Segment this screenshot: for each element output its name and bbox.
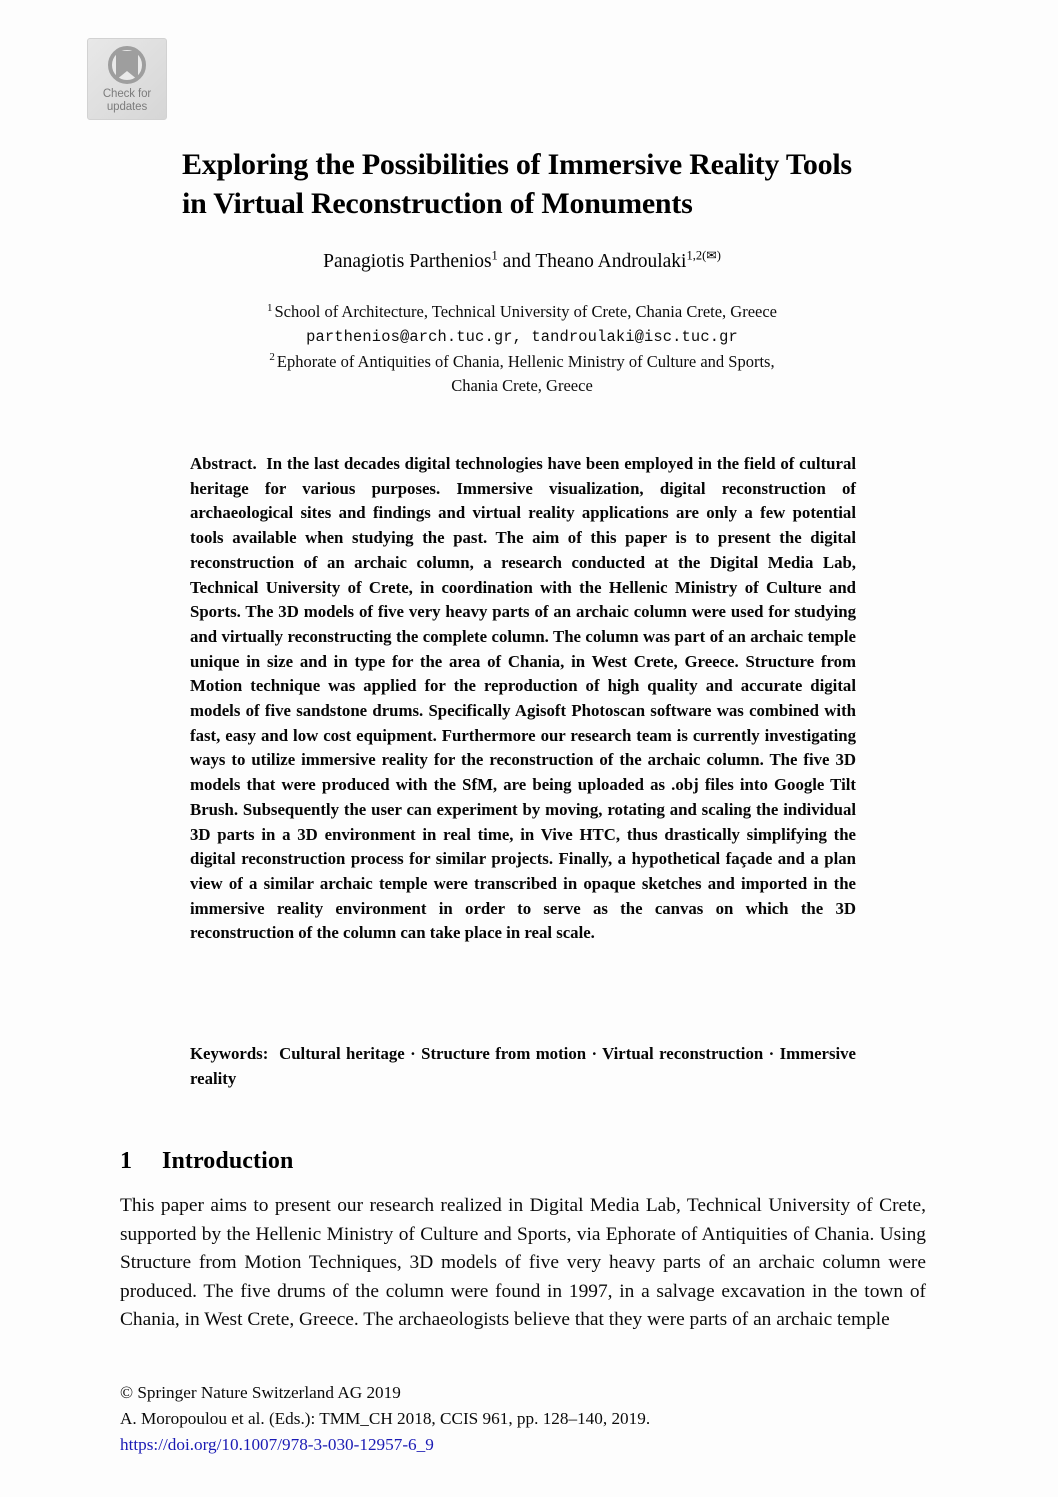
keywords-label: Keywords: [190, 1044, 269, 1063]
author-1-affiliation-marker: 1 [491, 248, 498, 263]
affiliation-2-marker: 2 [269, 351, 275, 364]
affiliation-1-marker: 1 [266, 301, 273, 314]
abstract-text: In the last decades digital technologies have been employed in the field of cultural heritage for various purposes. Immersive visualization, digital reconstruction of archaeological sites and findings and virtual reality applications are only a few potential tools available when studying the past. The aim of this paper is to present the digital reconstruction of an archaic column, a research conducted at the Digital Media Lab, Technical University of Crete, in coordination with the Hellenic Ministry of Culture and Sports. The 3D models of five very heavy parts of an archaic column were used for studying and virtually reconstructing the complete column. The column was part of an archaic temple unique in size and in type for the area of Chania, in West Crete, Greece. Structure from Motion technique was applied for the reproduction of high quality and accurate digital models of five sandstone drums. Specifically Agisoft Photoscan software was combined with fast, easy and low cost equipment. Furthermore our research team is currently investigating ways to utilize immersive reality for the reconstruction of the archaic column. The five 3D models that were produced with the SfM, are being uploaded as .obj files into Google Tilt Brush. Subsequently the user can experiment by moving, rotating and scaling the individual 3D parts in a 3D environment in real time, in Vive HTC, thus drastically simplifying the digital reconstruction process for similar projects. Finally, a hypothetical façade and a plan view of a similar archaic temple were transcribed in opaque sketches and imported in the immersive reality environment in order to serve as the canvas on which the 3D reconstruction of the column can take place in real scale. [190, 454, 856, 943]
section-number: 1 [120, 1147, 133, 1174]
abstract-label: Abstract. [190, 454, 257, 473]
doi-link[interactable]: https://doi.org/10.1007/978-3-030-12957-6_9 [120, 1434, 434, 1454]
affiliation-2 [182, 350, 862, 375]
author-line [182, 250, 862, 274]
footer-citation: A. Moropoulou et al. (Eds.): TMM_CH 2018, CCIS 961, pp. 128–140, 2019. [120, 1408, 651, 1428]
crossmark-badge[interactable] [87, 38, 167, 120]
footer-copyright: © Springer Nature Switzerland AG 2019 [120, 1383, 401, 1402]
keywords-text: Cultural heritage · Structure from motion · Virtual reconstruction · Immersive reality [190, 1044, 856, 1088]
affiliation-2-text-line2: Chania Crete, Greece [451, 376, 593, 396]
page-title: Exploring the Possibilities of Immersive Reality Tools in Virtual Reconstruction of Monuments [182, 148, 852, 220]
crossmark-badge-label [103, 88, 151, 113]
author-emails[interactable]: parthenios@arch.tuc.gr, tandroulaki@isc.tuc.gr [306, 327, 738, 346]
keywords-block [190, 1042, 856, 1091]
author-conjunction: and [497, 251, 536, 272]
affiliation-1 [182, 300, 862, 325]
crossmark-label-line2: updates [106, 100, 148, 113]
section-title: Introduction [162, 1147, 294, 1174]
section-heading-introduction [120, 1148, 293, 1175]
author-2-affiliation-marker: 1,2(✉) [686, 248, 721, 263]
crossmark-check-for-updates-icon [108, 46, 146, 84]
body-paragraph-1: This paper aims to present our research realized in Digital Media Lab, Technical University of Crete, supported by the Hellenic Ministry of Culture and Sports, via Ephorate of Antiquities of Chania. Using Structure from Motion Techniques, 3D models of five very heavy parts of an archaic column were produced. The five drums of the column were found in 1997, in a salvage excavation in the town of Chania, in West Crete, Greece. The archaeologists believe that they were parts of an archaic temple [120, 1195, 926, 1331]
page-footer [120, 1380, 926, 1457]
author-1-name: Panagiotis Parthenios [323, 251, 492, 272]
footer-doi-link-wrapper [120, 1432, 926, 1458]
abstract-block [190, 452, 856, 946]
author-2-name: Theano Androulaki [535, 251, 687, 272]
crossmark-label-line1: Check for [102, 88, 152, 100]
affiliations-block [182, 300, 862, 399]
affiliation-2-text: Ephorate of Antiquities of Chania, Hellenic Ministry of Culture and Sports, [276, 351, 775, 371]
affiliation-1-text: School of Architecture, Technical University of Crete, Chania Crete, Greece [274, 302, 778, 321]
